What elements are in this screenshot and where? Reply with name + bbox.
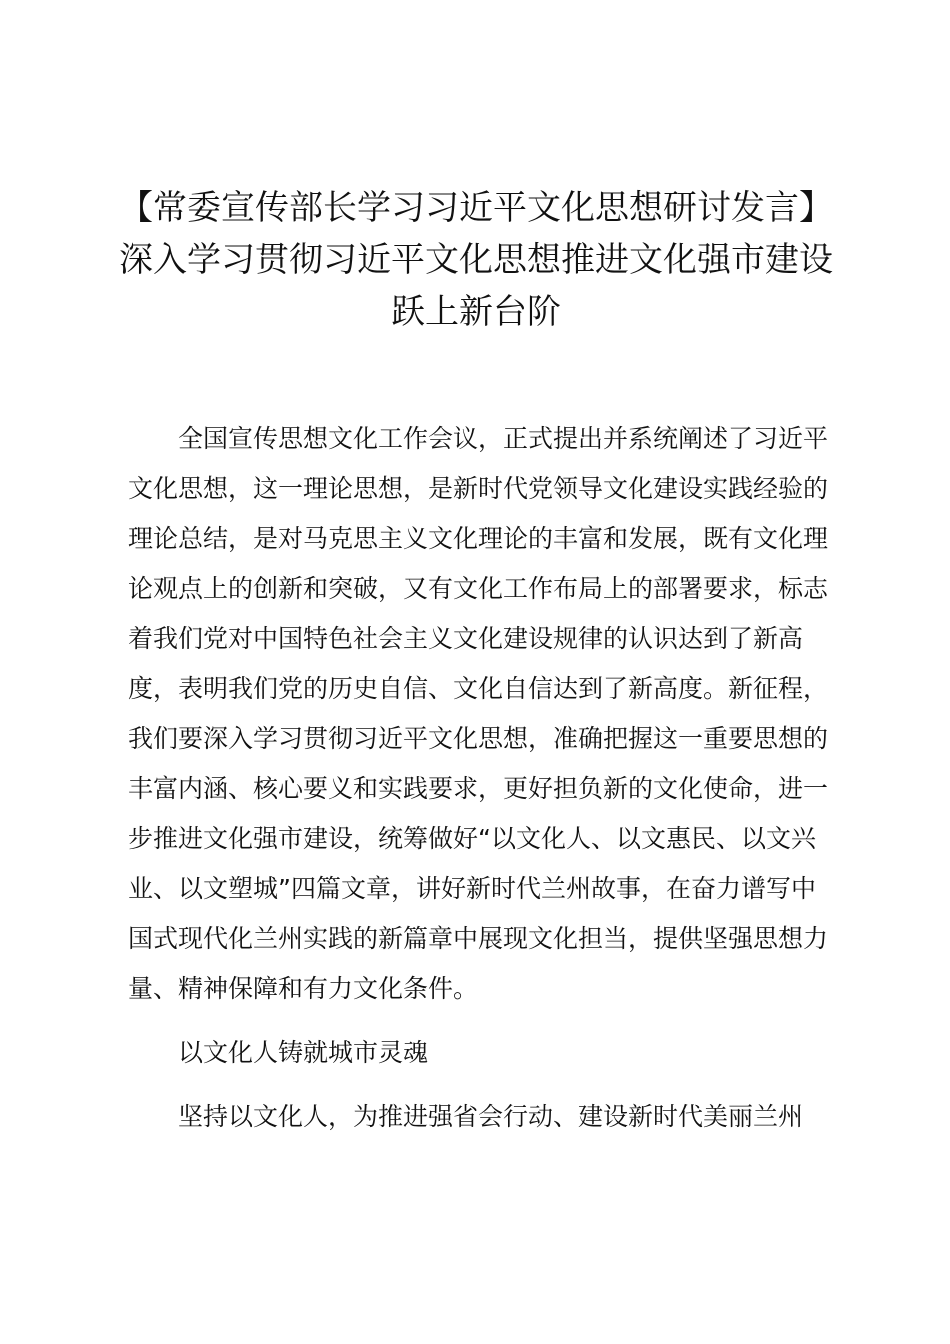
document-title: 【常委宣传部长学习习近平文化思想研讨发言】深入学习贯彻习近平文化思想推进文化强市建设跃上新台阶 [119,188,833,332]
section-paragraph: 坚持以文化人，为推进强省会行动、建设新时代美丽兰州 [178,1102,804,1131]
section-heading: 以文化人铸就城市灵魂 [178,1038,429,1067]
body-paragraph: 全国宣传思想文化工作会议，正式提出并系统阐述了习近平文化思想，这一理论思想，是新时代党领导文化建设实践经验的理论总结，是对马克思主义文化理论的丰富和发展，既有文化理论观点上的创新和突破，又有文化工作布局上的部署要求，标志着我们党对中国特色社会主义文化建设规律的认识达到了新高度，表明我们党的历史自信、文化自信达到了新高度。新征程，我们要深入学习贯彻习近平文化思想，准确把握这一重要思想的丰富内涵、核心要义和实践要求，更好担负新的文化使命，进一步推进文化强市建设，统筹做好“以文化人、以文惠民、以文兴业、以文塑城”四篇文章，讲好新时代兰州故事，在奋力谱写中国式现代化兰州实践的新篇章中展现文化担当，提供坚强思想力量、精神保障和有力文化条件。 [128,424,829,1003]
